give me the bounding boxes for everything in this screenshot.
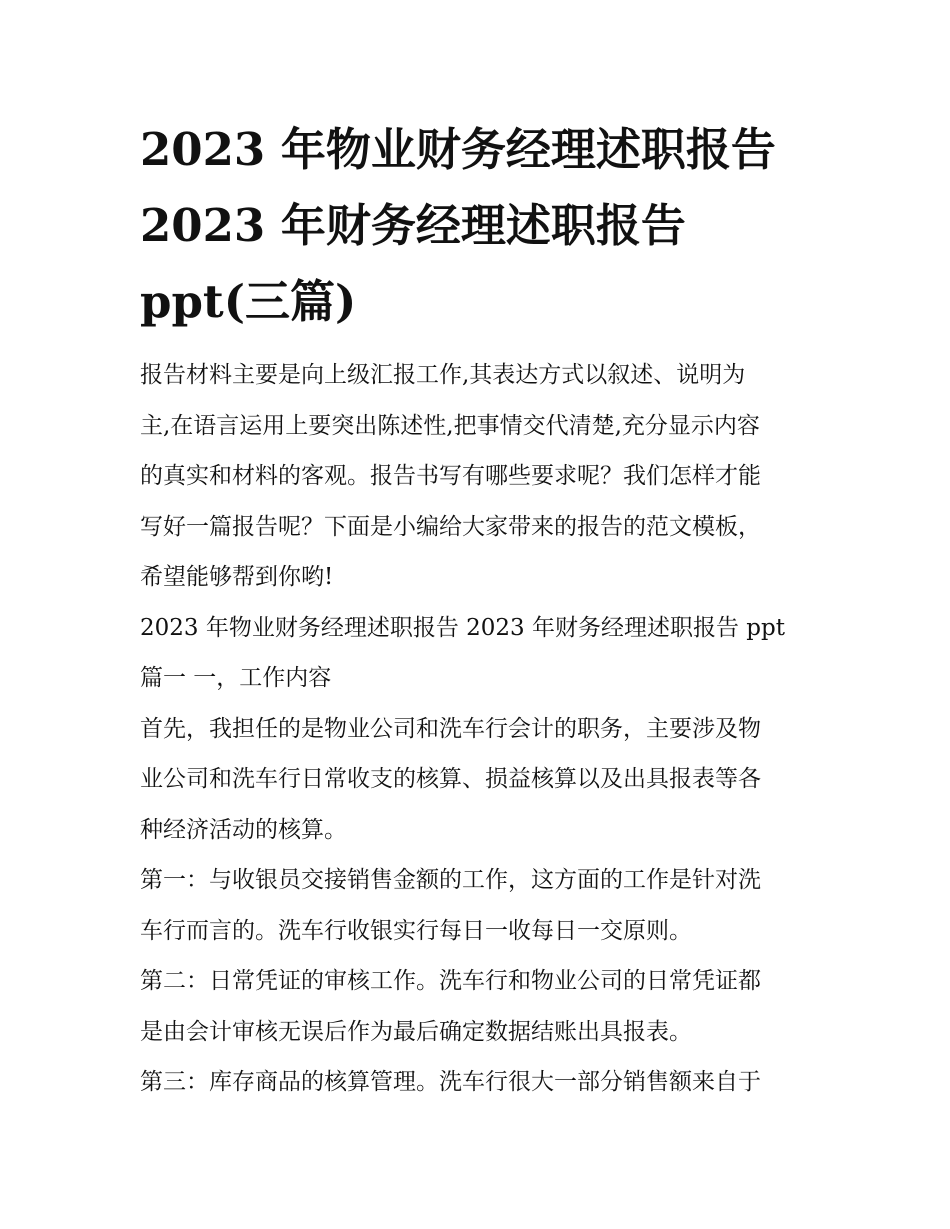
item-line: 第一：与收银员交接销售金额的工作，这方面的工作是针对洗	[140, 867, 761, 893]
item-line: 车行而言的。洗车行收银实行每日一收每日一交原则。	[140, 917, 692, 944]
intro-line-3: 的真实和材料的客观。报告书写有哪些要求呢？我们怎样才能	[140, 463, 761, 489]
paragraph-line: 首先，我担任的是物业公司和洗车行会计的职务，主要涉及物	[140, 715, 761, 742]
work-content-paragraph	[140, 704, 820, 856]
item-third	[140, 1057, 820, 1108]
paragraph-line: 种经济活动的核算。	[140, 816, 347, 843]
document-body	[140, 350, 820, 1108]
intro-line-1: 报告材料主要是向上级汇报工作,其表达方式以叙述、说明为	[140, 362, 746, 388]
intro-line-5: 希望能够帮到你哟!	[140, 564, 334, 590]
intro-line-2: 主,在语言运用上要突出陈述性,把事情交代清楚,充分显示内容	[140, 412, 760, 439]
item-second	[140, 956, 820, 1057]
title-line-2: 2023 年财务经理述职报告	[140, 199, 686, 252]
section-heading: 篇一 一，工作内容	[140, 665, 332, 691]
item-line: 第二：日常凭证的审核工作。洗车行和物业公司的日常凭证都	[140, 968, 761, 994]
item-line: 第三：库存商品的核算管理。洗车行很大一部分销售额来自于	[140, 1069, 761, 1095]
document-title	[140, 112, 820, 340]
intro-paragraph	[140, 350, 820, 603]
title-line-3: ppt(三篇)	[140, 275, 357, 328]
document-page	[140, 112, 820, 1108]
item-line: 是由会计审核无误后作为最后确定数据结账出具报表。	[140, 1018, 692, 1045]
document-subtitle: 2023 年物业财务经理述职报告 2023 年财务经理述职报告 ppt	[140, 614, 785, 641]
intro-line-4: 写好一篇报告呢？下面是小编给大家带来的报告的范文模板，	[140, 513, 761, 540]
title-line-1: 2023 年物业财务经理述职报告	[140, 123, 776, 176]
paragraph-line: 业公司和洗车行日常收支的核算、损益核算以及出具报表等各	[140, 766, 761, 792]
item-first	[140, 855, 820, 956]
